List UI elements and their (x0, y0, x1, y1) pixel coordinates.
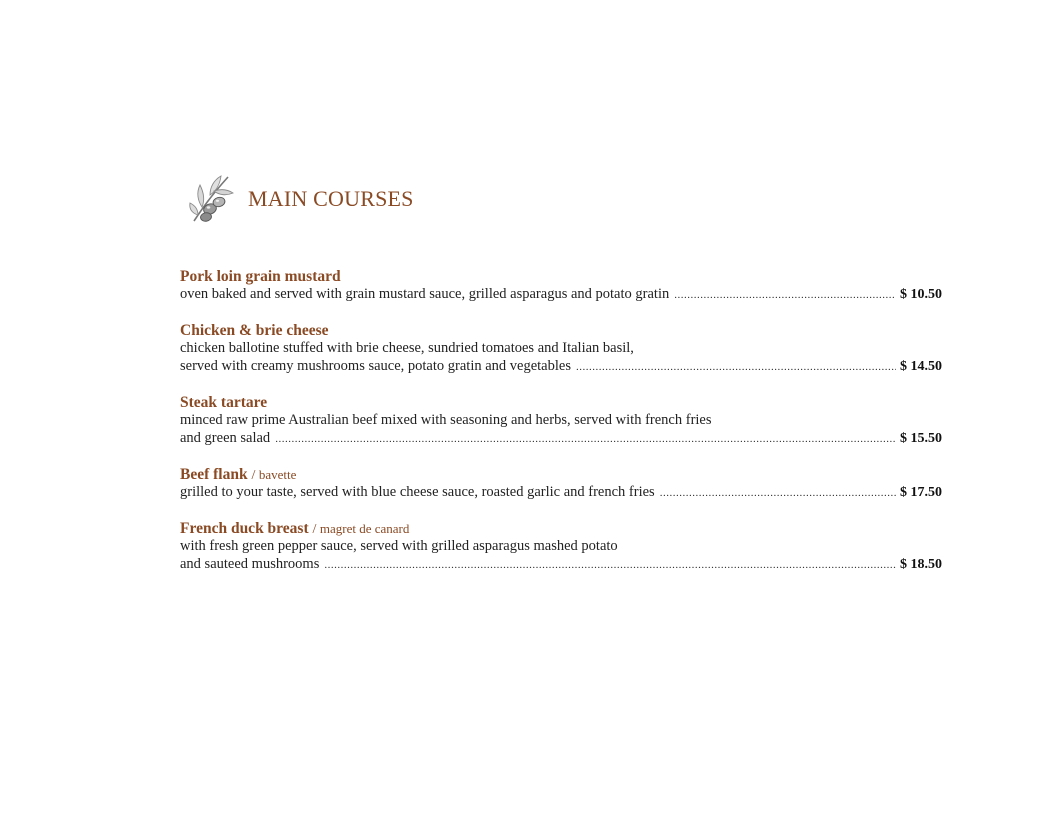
item-name-line (180, 393, 942, 411)
item-name: Beef flank (180, 466, 248, 483)
dot-leader (674, 286, 896, 303)
item-price-line (180, 357, 942, 375)
item-alt-name: magret de canard (319, 521, 410, 536)
item-name-line (180, 465, 942, 483)
item-name: Pork loin grain mustard (180, 268, 341, 285)
menu-item-beef-flank (180, 465, 942, 501)
item-price: $ 14.50 (900, 359, 942, 374)
item-description: minced raw prime Australian beef mixed with seasoning and herbs, served with french fries (180, 412, 712, 428)
item-price-line (180, 555, 942, 573)
dot-leader (275, 430, 896, 447)
item-price: $ 10.50 (900, 287, 942, 302)
menu-item-chicken-brie (180, 321, 942, 375)
item-description: chicken ballotine stuffed with brie cheese, sundried tomatoes and Italian basil, (180, 340, 634, 356)
section-header (188, 170, 414, 226)
item-description: and sauteed mushrooms (180, 556, 320, 572)
item-name-line (180, 267, 942, 285)
item-alt-name: bavette (258, 467, 297, 482)
item-description: and green salad (180, 430, 271, 446)
dot-leader (660, 484, 896, 501)
menu-item-steak-tartare (180, 393, 942, 447)
menu-item-duck-breast (180, 519, 942, 573)
dot-leader (576, 358, 896, 375)
item-description: with fresh green pepper sauce, served with grilled asparagus mashed potato (180, 538, 618, 554)
item-price-line (180, 285, 942, 303)
item-name: Steak tartare (180, 394, 268, 411)
menu-list (180, 267, 942, 591)
item-name-line (180, 519, 942, 537)
name-separator: / (312, 522, 320, 537)
item-price-line (180, 429, 942, 447)
section-title: MAIN COURSES (248, 186, 414, 211)
item-name: Chicken & brie cheese (180, 322, 329, 339)
olive-branch-icon (188, 171, 236, 225)
item-name-line (180, 321, 942, 339)
item-price: $ 15.50 (900, 431, 942, 446)
item-price-line (180, 483, 942, 501)
dot-leader (324, 556, 896, 573)
item-description: grilled to your taste, served with blue cheese sauce, roasted garlic and french fries (180, 484, 655, 500)
menu-item-pork-loin (180, 267, 942, 303)
item-name: French duck breast (180, 520, 309, 537)
item-description: oven baked and served with grain mustard sauce, grilled asparagus and potato gratin (180, 286, 670, 302)
name-separator: / (251, 468, 259, 483)
item-description: served with creamy mushrooms sauce, potato gratin and vegetables (180, 358, 571, 374)
item-price: $ 17.50 (900, 485, 942, 500)
item-price: $ 18.50 (900, 557, 942, 572)
